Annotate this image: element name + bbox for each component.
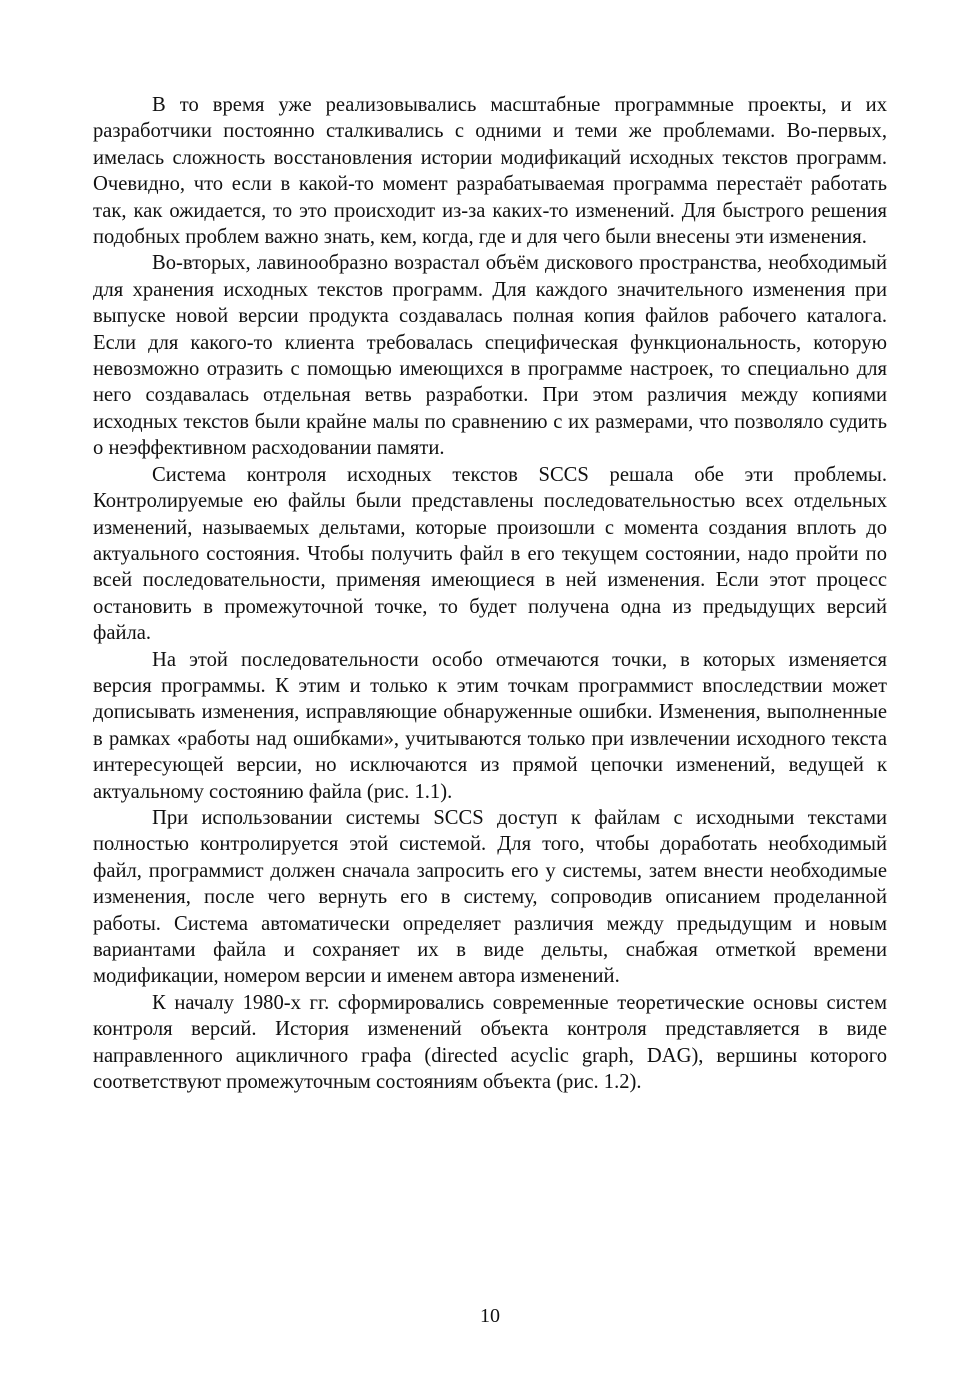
paragraph-2: Во-вторых, лавинообразно возрастал объём дискового пространства, необходимый для хранения исходных текстов программ. Для каждого значительного изменения при выпуске новой версии продукта создавалась полная копия файлов рабочего каталога. Если для какого-то клиента требовалась специфическая функциональность, которую невозможно отразить с помощью имеющихся в программе настроек, то специально для него создавалась отдельная ветвь разработки. При этом различия между копиями исходных текстов были крайне малы по сравнению с их размерами, что позволяло судить о неэффективном расходовании памяти.: [93, 252, 887, 460]
paragraph-5: При использовании системы SCCS доступ к файлам с исходными текстами полностью контролируется этой системой. Для того, чтобы доработать необходимый файл, программист должен сначала запросить его у системы, затем внести необходимые изменения, после чего вернуть его в систему, сопроводив описанием проделанной работы. Система автоматически определяет различия между предыдущим и новым вариантами файла и сохраняет их в виде дельты, снабжая отметкой времени модификации, номером версии и именем автора изменений.: [93, 806, 887, 988]
paragraph-3: Система контроля исходных текстов SCCS решала обе эти проблемы. Контролируемые ею файлы были представлены последовательностью всех отдельных изменений, называемых дельтами, которые произошли с момента создания вплоть до актуального состояния. Чтобы получить файл в его текущем состоянии, надо пройти по всей последовательности, применяя имеющиеся в ней изменения. Если этот процесс остановить в промежуточной точке, то будет получена одна из предыдущих версий файла.: [93, 463, 887, 645]
paragraph-6: К началу 1980-х гг. сформировались современные теоретические основы систем контроля версий. История изменений объекта контроля представляется в виде направленного ацикличного графа (directed acyclic graph, DAG), вершины которого соответствуют промежуточным состояниям объекта (рис. 1.2).: [93, 991, 887, 1094]
document-page: [93, 92, 887, 1095]
page-number: 10: [480, 1305, 500, 1327]
paragraph-1: В то время уже реализовывались масштабные программные проекты, и их разработчики постоянно сталкивались с одними и теми же проблемами. Во-первых, имелась сложность восстановления истории модификаций исходных текстов программ. Очевидно, что если в какой-то момент разрабатываемая программа перестаёт работать так, как ожидается, то это происходит из-за каких-то изменений. Для быстрого решения подобных проблем важно знать, кем, когда, где и для чего были внесены эти изменения.: [93, 94, 887, 249]
paragraph-4: На этой последовательности особо отмечаются точки, в которых изменяется версия программы. К этим и только к этим точкам программист впоследствии может дописывать изменения, исправляющие обнаруженные ошибки. Изменения, выполненные в рамках «работы над ошибками», учитываются только при извлечении исходного текста интересующей версии, но исключаются из прямой цепочки изменений, ведущей к актуальному состоянию файла (рис. 1.1).: [93, 648, 887, 803]
